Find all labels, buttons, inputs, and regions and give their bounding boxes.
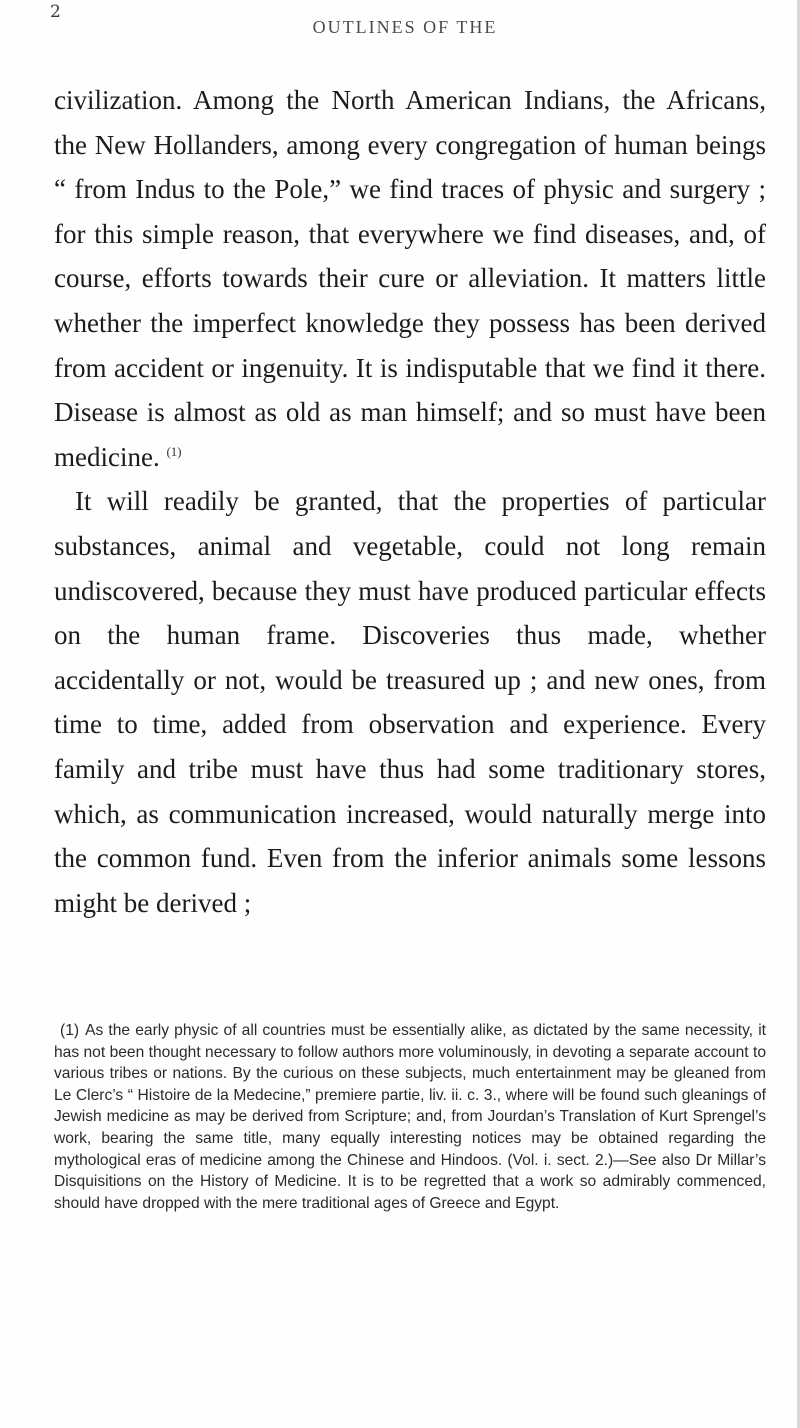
footnote-reference: (1) — [166, 443, 182, 459]
body-text — [54, 78, 766, 925]
paragraph-2 — [54, 479, 766, 925]
paragraph-2-text: It will readily be granted, that the properties of particular substances, animal and vegetable, could not long remain undiscovered, because they must have produced particular effects on the human frame. Discoveries thus made, whether accidentally or not, would be treasured up ; and new ones, from time to time, added from observation and experience. Every family and tribe must have thus had some traditionary stores, which, as communication increased, would naturally merge into the common fund. Even from the inferior animals some lessons might be derived ; — [54, 486, 766, 918]
footnote — [54, 1020, 766, 1214]
page-number: 2 — [50, 2, 61, 22]
paragraph-1 — [54, 78, 766, 479]
paragraph-1-text: civilization. Among the North American Indians, the Africans, the New Hollanders, among every congregation of human beings “ from Indus to the Pole,” we find traces of physic and surgery ; for this simple reason, that everywhere we find diseases, and, of course, efforts towards their cure or alleviation. It matters little whether the imperfect knowledge they possess has been derived from accident or ingenuity. It is indisputable that we find it there. Disease is almost as old as man himself; and so must have been medicine. — [54, 85, 766, 472]
footnote-text: As the early physic of all countries must be essentially alike, as dictated by the same necessity, it has not been thought necessary to follow authors more voluminously, in devoting a separate account to various tribes or nations. By the curious on these subjects, much entertainment may be gleaned from Le Clerc’s “ Histoire de la Medecine,” premiere partie, liv. ii. c. 3., where will be found such gleanings of Jewish medicine as may be derived from Scripture; and, from Jourdan’s Translation of Kurt Sprengel’s work, bearing the same title, many equally interesting notices may be obtained regarding the mythological eras of medicine among the Chinese and Hindoos. (Vol. i. sect. 2.)—See also Dr Millar’s Disquisitions on the History of Medicine. It is to be regretted that a work so admirably commenced, should have dropped with the mere traditional ages of Greece and Egypt. — [54, 1022, 766, 1212]
running-head: OUTLINES OF THE — [312, 17, 498, 37]
footnote-marker: (1) — [60, 1022, 80, 1039]
